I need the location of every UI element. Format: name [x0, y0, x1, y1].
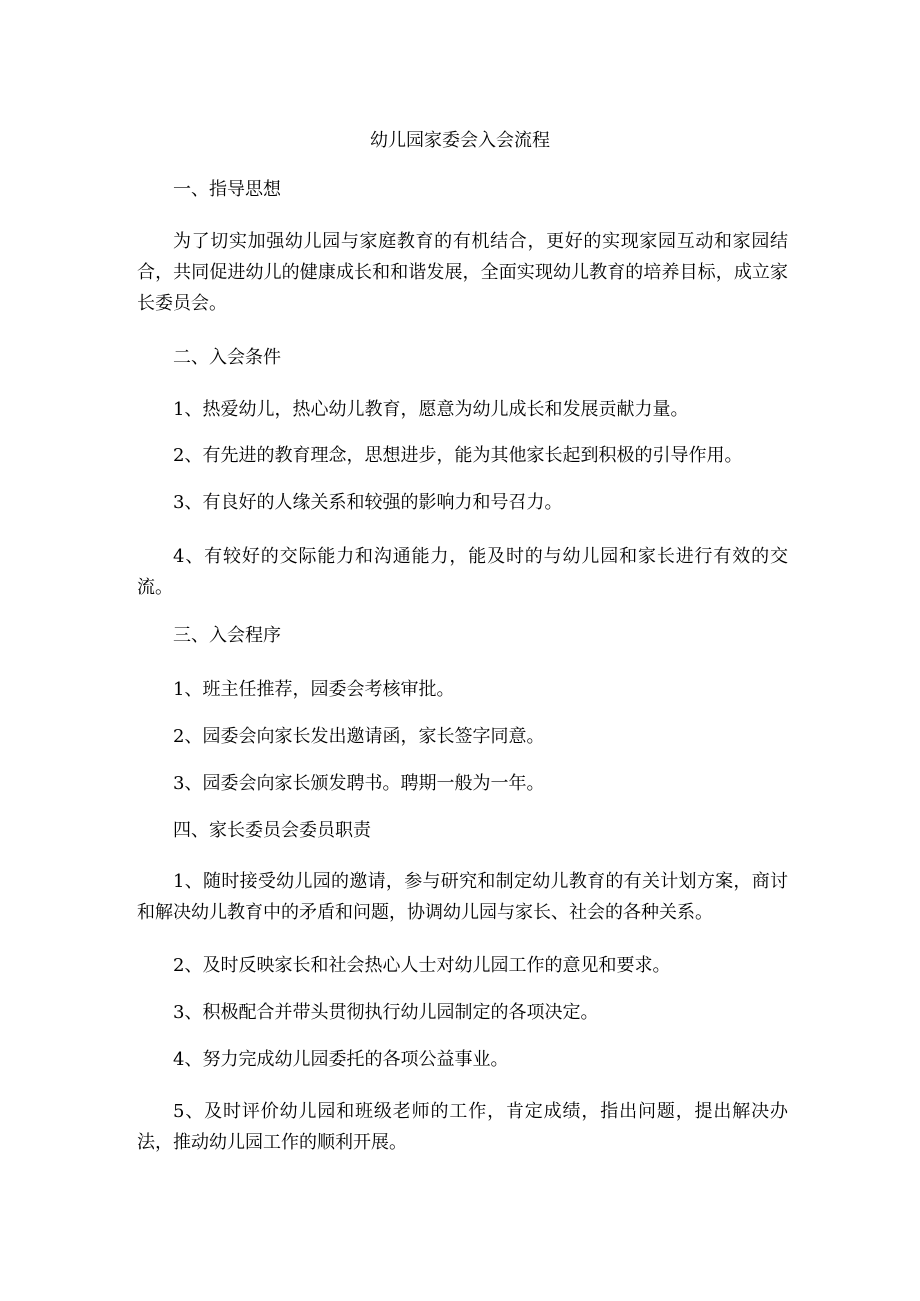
list-item: 2、园委会向家长发出邀请函，家长签字同意。	[173, 726, 545, 747]
list-item: 3、有良好的人缘关系和较强的影响力和号召力。	[173, 492, 563, 513]
section-heading-membership-procedure: 三、入会程序	[173, 625, 281, 646]
list-item: 3、积极配合并带头贯彻执行幼儿园制定的各项决定。	[173, 1002, 599, 1023]
list-item: 2、及时反映家长和社会热心人士对幼儿园工作的意见和要求。	[173, 955, 671, 976]
list-item: 1、随时接受幼儿园的邀请，参与研究和制定幼儿教育的有关计划方案，商讨和解决幼儿教育中的矛盾和问题，协调幼儿园与家长、社会的各种关系。	[137, 871, 788, 923]
document-title: 幼儿园家委会入会流程	[370, 130, 550, 151]
list-item: 1、班主任推荐，园委会考核审批。	[173, 679, 455, 700]
section-heading-committee-duties: 四、家长委员会委员职责	[173, 820, 371, 841]
section-heading-guiding-thought: 一、指导思想	[173, 179, 281, 200]
list-item: 3、园委会向家长颁发聘书。聘期一般为一年。	[173, 773, 545, 794]
list-item: 5、及时评价幼儿园和班级老师的工作，肯定成绩，指出问题，提出解决办法，推动幼儿园工作的顺利开展。	[137, 1101, 788, 1153]
list-item: 1、热爱幼儿，热心幼儿教育，愿意为幼儿成长和发展贡献力量。	[173, 399, 689, 420]
list-item: 2、有先进的教育理念，思想进步，能为其他家长起到积极的引导作用。	[173, 445, 743, 466]
paragraph-guiding-thought: 为了切实加强幼儿园与家庭教育的有机结合，更好的实现家园互动和家园结合，共同促进幼儿的健康成长和和谐发展，全面实现幼儿教育的培养目标，成立家长委员会。	[137, 231, 788, 314]
list-item: 4、有较好的交际能力和沟通能力，能及时的与幼儿园和家长进行有效的交流。	[137, 546, 788, 598]
list-item: 4、努力完成幼儿园委托的各项公益事业。	[173, 1049, 509, 1070]
section-heading-membership-conditions: 二、入会条件	[173, 347, 281, 368]
